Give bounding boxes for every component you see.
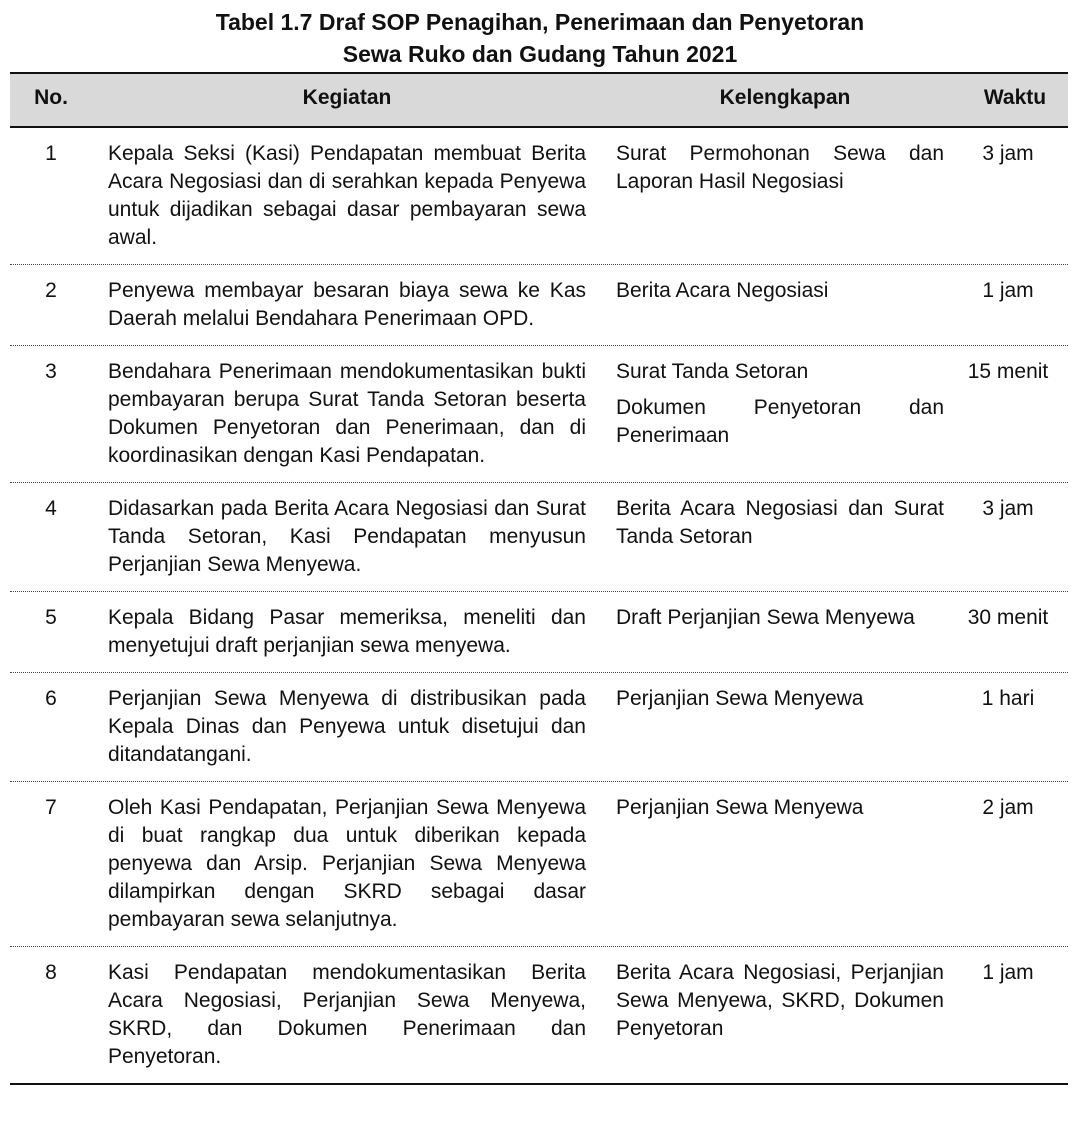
table-title-line-1: Tabel 1.7 Draf SOP Penagihan, Penerimaan dan Penyetoran (215, 9, 865, 35)
cell-kelengkapan (616, 495, 944, 579)
table-title (0, 6, 1080, 70)
cell-kelengkapan (616, 277, 944, 333)
cell-kegiatan: Kasi Pendapatan mendokumentasikan Berita Acara Negosiasi, Perjanjian Sewa Menyewa, SKRD, dan Dokumen Penerimaan dan Penyetoran. (108, 961, 586, 1068)
cell-no: 2 (45, 279, 57, 302)
cell-kelengkapan (616, 959, 944, 1071)
sop-table (10, 72, 1068, 1085)
cell-kelengkapan (616, 794, 944, 934)
table-row (10, 782, 1068, 947)
cell-waktu: 3 jam (982, 142, 1034, 165)
header-kegiatan: Kegiatan (302, 86, 392, 109)
table-row (10, 592, 1068, 673)
cell-no: 6 (45, 687, 57, 710)
table-header-row (10, 72, 1068, 128)
table-title-line-2: Sewa Ruko dan Gudang Tahun 2021 (342, 41, 738, 67)
table-row (10, 483, 1068, 592)
cell-waktu: 2 jam (982, 796, 1034, 819)
kelengkapan-item: Surat Tanda Setoran (616, 360, 809, 383)
cell-no: 5 (45, 606, 57, 629)
kelengkapan-item: Dokumen Penyetoran dan Penerimaan (616, 396, 944, 447)
kelengkapan-item: Perjanjian Sewa Menyewa (616, 796, 864, 819)
kelengkapan-item: Berita Acara Negosiasi (616, 279, 829, 302)
table-row (10, 346, 1068, 483)
header-no: No. (34, 86, 68, 109)
cell-kegiatan: Perjanjian Sewa Menyewa di distribusikan pada Kepala Dinas dan Penyewa untuk disetujui dan ditandatangani. (108, 687, 586, 766)
table-row (10, 947, 1068, 1085)
cell-kegiatan: Kepala Bidang Pasar memeriksa, meneliti dan menyetujui draft perjanjian sewa menyewa. (108, 606, 586, 657)
table-row (10, 265, 1068, 346)
kelengkapan-item: Draft Perjanjian Sewa Menyewa (616, 606, 915, 629)
cell-kelengkapan (616, 358, 944, 470)
cell-waktu: 3 jam (982, 497, 1034, 520)
cell-no: 3 (45, 360, 57, 383)
header-kelengkapan: Kelengkapan (719, 86, 851, 109)
cell-no: 8 (45, 961, 57, 984)
cell-kegiatan: Kepala Seksi (Kasi) Pendapatan membuat Berita Acara Negosiasi dan di serahkan kepada Penyewa untuk dijadikan sebagai dasar pembayaran sewa awal. (108, 142, 586, 249)
cell-kelengkapan (616, 685, 944, 769)
table-row (10, 673, 1068, 782)
kelengkapan-item: Berita Acara Negosiasi, Perjanjian Sewa Menyewa, SKRD, Dokumen Penyetoran (616, 961, 944, 1040)
cell-kegiatan: Didasarkan pada Berita Acara Negosiasi dan Surat Tanda Setoran, Kasi Pendapatan menyusun Perjanjian Sewa Menyewa. (108, 497, 586, 576)
cell-waktu: 1 hari (981, 687, 1035, 710)
header-waktu: Waktu (983, 86, 1047, 109)
kelengkapan-item: Surat Permohonan Sewa dan Laporan Hasil Negosiasi (616, 142, 944, 193)
cell-waktu: 1 jam (982, 279, 1034, 302)
cell-kelengkapan (616, 604, 944, 660)
cell-no: 1 (45, 142, 57, 165)
cell-waktu: 1 jam (982, 961, 1034, 984)
table-body (10, 128, 1068, 1085)
cell-waktu: 15 menit (967, 360, 1049, 383)
table-row (10, 128, 1068, 265)
cell-kegiatan: Oleh Kasi Pendapatan, Perjanjian Sewa Menyewa di buat rangkap dua untuk diberikan kepada penyewa dan Arsip. Perjanjian Sewa Menyewa dilampirkan dengan SKRD sebagai dasar pembayaran sewa selanjutnya. (108, 796, 586, 931)
cell-kegiatan: Penyewa membayar besaran biaya sewa ke Kas Daerah melalui Bendahara Penerimaan OPD. (108, 279, 586, 330)
cell-no: 7 (45, 796, 57, 819)
kelengkapan-item: Berita Acara Negosiasi dan Surat Tanda Setoran (616, 497, 944, 548)
cell-kelengkapan (616, 140, 944, 252)
cell-no: 4 (45, 497, 57, 520)
cell-waktu: 30 menit (967, 606, 1049, 629)
kelengkapan-item: Perjanjian Sewa Menyewa (616, 687, 864, 710)
cell-kegiatan: Bendahara Penerimaan mendokumentasikan bukti pembayaran berupa Surat Tanda Setoran beserta Dokumen Penyetoran dan Penerimaan, dan di koordinasikan dengan Kasi Pendapatan. (108, 360, 586, 467)
